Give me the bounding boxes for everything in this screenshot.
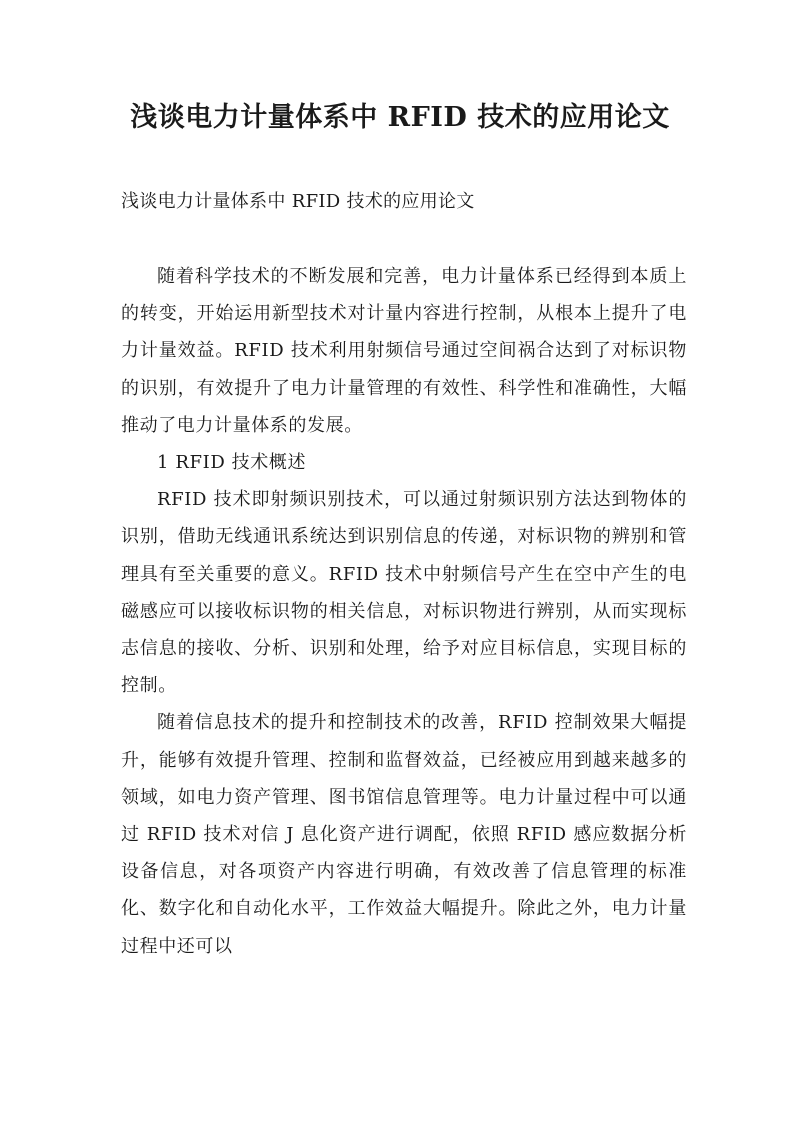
paragraph-intro: 随着科学技术的不断发展和完善，电力计量体系已经得到本质上的转变，开始运用新型技术对计量内容进行控制，从根本上提升了电力计量效益。RFID 技术利用射频信号通过空间祸合达到了对标识物的识别，有效提升了电力计量管理的有效性、科学性和准确性，大幅推动了电力计量体系的发展。 xyxy=(121,266,687,436)
document-subtitle: 浅谈电力计量体系中 RFID 技术的应用论文 xyxy=(121,191,475,212)
document-title: 浅谈电力计量体系中 RFID 技术的应用论文 xyxy=(130,102,670,133)
paragraph-rfid-application: 随着信息技术的提升和控制技术的改善，RFID 控制效果大幅提升，能够有效提升管理、控制和监督效益，已经被应用到越来越多的领域，如电力资产管理、图书馆信息管理等。电力计量过程中可以通过 RFID 技术对信 J 息化资产进行调配，依照 RFID 感应数据分析设备信息，对各项资产内容进行明确，有效改善了信息管理的标准化、数字化和自动化水平，工作效益大幅提升。除此之外，电力计量过程中还可以 xyxy=(121,712,687,957)
section-heading-1: 1 RFID 技术概述 xyxy=(157,452,307,474)
document-body xyxy=(121,258,687,965)
paragraph-rfid-overview: RFID 技术即射频识别技术，可以通过射频识别方法达到物体的识别，借助无线通讯系统达到识别信息的传递，对标识物的辨别和管理具有至关重要的意义。RFID 技术中射频信号产生在空中产生的电磁感应可以接收标识物的相关信息，对标识物进行辨别，从而实现标志信息的接收、分析、识别和处理，给予对应目标信息，实现目标的控制。 xyxy=(121,489,687,697)
